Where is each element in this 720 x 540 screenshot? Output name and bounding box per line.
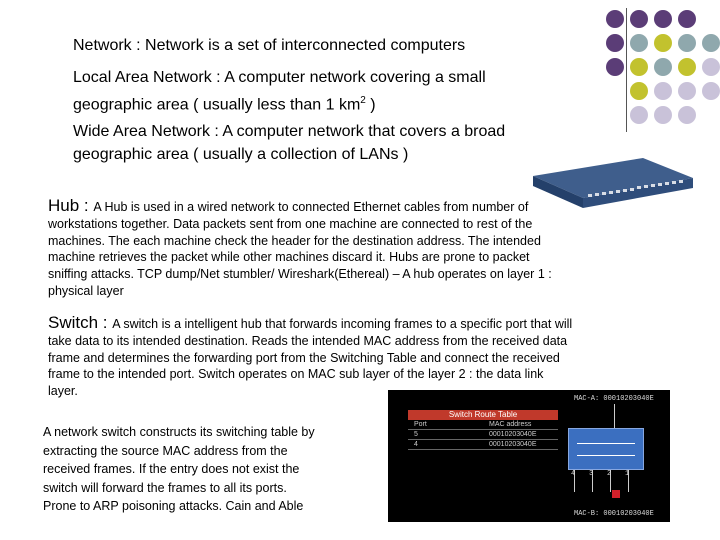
- switching-table-line: switch will forward the frames to all its ports.: [43, 480, 287, 495]
- switch-line: layer.: [48, 384, 78, 399]
- header-port: Port: [414, 421, 427, 428]
- lan-definition-suffix: ): [365, 96, 376, 114]
- decor-dot: [678, 58, 696, 76]
- port-label: 4: [571, 470, 576, 478]
- switch-line: A switch is a intelligent hub that forwards incoming frames to a specific port that will: [112, 317, 573, 331]
- hub-line: workstations together. Data packets sent from one machine are connected to rest of the: [48, 216, 533, 231]
- switch-line: take data to its intended destination. Reads the intended MAC address from the received data: [48, 333, 568, 348]
- hub-line: A Hub is used in a wired network to connected Ethernet cables from number of: [93, 200, 529, 214]
- decor-dot: [702, 82, 720, 100]
- hub-line: machine retrieves the packet while other machines discard it. Hubs are prone to packet: [48, 250, 530, 265]
- decor-dot: [630, 82, 648, 100]
- decor-dot: [678, 34, 696, 52]
- top-mac-label: MAC-A: 00010203040E: [574, 395, 654, 403]
- row-port: 4: [414, 441, 418, 448]
- decor-dot: [630, 34, 648, 52]
- port-label: 2: [607, 470, 612, 478]
- switching-table-line: received frames. If the entry does not exist the: [43, 462, 300, 476]
- decor-dot: [654, 34, 672, 52]
- uplink-line: [614, 404, 615, 428]
- decor-dot: [630, 10, 648, 28]
- decor-dot: [678, 82, 696, 100]
- decor-dot: [654, 106, 672, 124]
- decor-dot: [654, 58, 672, 76]
- forward-arrow: [577, 443, 635, 444]
- hub-paragraph: [48, 198, 648, 300]
- table-row: [408, 430, 558, 440]
- bottom-mac-label: MAC-B: 00010203040E: [574, 510, 654, 518]
- port-label: 1: [625, 470, 630, 478]
- lan-definition-text: geographic area ( usually less than 1 km: [73, 96, 361, 114]
- decor-dot: [702, 34, 720, 52]
- decor-dot: [606, 34, 624, 52]
- decor-dot: [654, 10, 672, 28]
- hub-line: machines. The each machine check the header for the destination address. The intended: [48, 233, 541, 248]
- switch-route-table: [408, 410, 558, 450]
- decor-dot: [630, 58, 648, 76]
- destination-node: [612, 490, 620, 498]
- hub-term: Hub :: [48, 196, 94, 215]
- table-row: [408, 440, 558, 450]
- lan-definition-line-2: [73, 89, 376, 117]
- network-definition: Network : Network is a set of interconnected computers: [73, 37, 466, 54]
- route-table-header: [408, 420, 558, 430]
- decor-dot: [654, 82, 672, 100]
- hub-line: sniffing attacks. TCP dump/Net stumbler/ Wireshark(Ethereal) – A hub operates on layer 1 :: [48, 267, 552, 282]
- row-port: 5: [414, 431, 418, 438]
- wan-definition-line-1: Wide Area Network : A computer network that covers a broad: [73, 123, 506, 140]
- decor-dot: [678, 106, 696, 124]
- superscript: 2: [360, 95, 366, 106]
- switching-table-paragraph: [43, 423, 315, 516]
- switching-table-line: A network switch constructs its switching table by: [43, 425, 315, 439]
- switch-paragraph: [48, 315, 668, 400]
- row-mac: 00010203040E: [489, 441, 537, 448]
- switch-line: frame to the intended port. Switch operates on MAC sub layer of the layer 2 : the data link: [48, 367, 544, 382]
- decor-dot: [702, 58, 720, 76]
- switch-line: frame and determines the forwarding port from the Switching Table and connect the received: [48, 350, 560, 365]
- switch-diagram: [388, 390, 670, 522]
- switch-term: Switch :: [48, 313, 113, 332]
- decor-dot: [606, 10, 624, 28]
- switching-table-line: Prone to ARP poisoning attacks. Cain and Able: [43, 499, 304, 513]
- return-arrow: [577, 455, 635, 456]
- decor-dot: [678, 10, 696, 28]
- row-mac: 00010203040E: [489, 431, 537, 438]
- decor-dot: [630, 106, 648, 124]
- route-table-title: Switch Route Table: [408, 410, 558, 420]
- port-label: 3: [589, 470, 594, 478]
- hub-line: physical layer: [48, 283, 124, 298]
- switching-table-line: extracting the source MAC address from the: [43, 443, 288, 458]
- lan-definition-line-1: Local Area Network : A computer network covering a small: [73, 69, 486, 86]
- decor-dot: [606, 58, 624, 76]
- header-mac: MAC address: [489, 421, 532, 428]
- decorative-dot-grid: [606, 10, 716, 130]
- wan-definition-line-2: geographic area ( usually a collection of LANs ): [73, 146, 409, 163]
- switch-box: [568, 428, 644, 470]
